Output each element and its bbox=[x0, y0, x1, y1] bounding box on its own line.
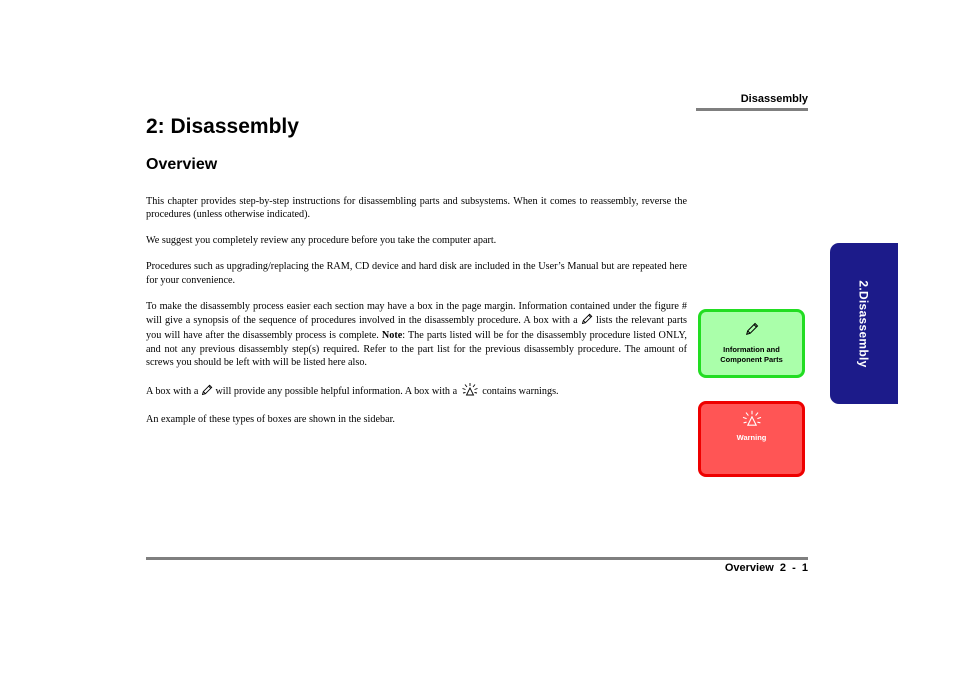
info-component-box bbox=[698, 309, 805, 378]
footer-rule bbox=[146, 557, 808, 560]
paragraph-boxes-text-1: To make the disassembly process easier each section may have a box in the page margin. Information contained under the figure # will give a synopsis of the sequence of procedures involved in the disassembly procedure. A box with a bbox=[146, 300, 687, 327]
warning-box bbox=[698, 401, 805, 477]
header-rule bbox=[696, 108, 808, 111]
warning-box-label: Warning bbox=[736, 433, 767, 442]
chapter-side-tab[interactable] bbox=[830, 243, 898, 404]
legend-text-2: will provide any possible helpful information. A box with a bbox=[215, 386, 458, 398]
page-number-label: Overview 2 - 1 bbox=[724, 562, 808, 574]
pencil-icon bbox=[201, 384, 213, 400]
chapter-title: 2: Disassembly bbox=[146, 115, 299, 138]
warning-burst-icon bbox=[460, 382, 480, 400]
paragraph-review: We suggest you completely review any procedure before you take the computer apart. bbox=[146, 235, 497, 247]
note-label: Note bbox=[381, 330, 403, 342]
pencil-icon bbox=[701, 322, 802, 341]
info-box-label-line1: Information and bbox=[723, 345, 780, 354]
running-header-label: Disassembly bbox=[740, 93, 808, 105]
pencil-icon bbox=[581, 313, 593, 329]
paragraph-boxes bbox=[146, 300, 687, 369]
paragraph-box-legend bbox=[146, 382, 687, 400]
paragraph-procedures: Procedures such as upgrading/replacing the RAM, CD device and hard disk are included in the User’s Manual but are repeated here for your convenience. bbox=[146, 261, 687, 286]
info-box-label-line2: Component Parts bbox=[720, 354, 783, 364]
paragraph-sidebar-note: An example of these types of boxes are shown in the sidebar. bbox=[146, 414, 395, 426]
legend-text-1: A box with a bbox=[146, 386, 199, 398]
paragraph-boxes-text-3: : The parts listed will be for the disassembly procedure listed ONLY, and not any previous disassembly step(s) required. Refer to the part list for the previous disassembly procedure. The amount of screws you should be left with will be listed here also. bbox=[146, 330, 687, 369]
paragraph-boxes-text-2: lists the relevant parts you will have after the disassembly process is complete. bbox=[146, 315, 688, 342]
section-title: Overview bbox=[146, 156, 218, 173]
paragraph-intro: This chapter provides step-by-step instructions for disassembling parts and subsystems. When it comes to reassembly, reverse the procedures (unless otherwise indicated). bbox=[146, 196, 687, 221]
side-tab-label: 2.Disassembly bbox=[857, 279, 872, 368]
warning-burst-icon bbox=[701, 409, 802, 432]
body-text bbox=[146, 195, 687, 439]
legend-text-3: contains warnings. bbox=[482, 386, 559, 398]
